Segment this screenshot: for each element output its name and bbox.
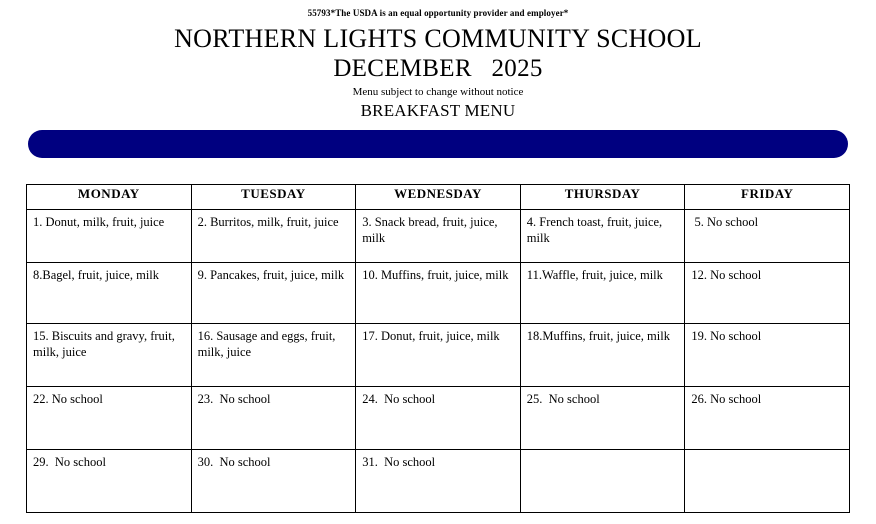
day-cell: 30. No school	[191, 450, 356, 513]
column-header-wednesday: WEDNESDAY	[356, 185, 521, 210]
day-cell: 22. No school	[27, 387, 192, 450]
day-cell-empty	[685, 450, 850, 513]
calendar-week-row	[27, 324, 850, 387]
day-cell: 2. Burritos, milk, fruit, juice	[191, 210, 356, 263]
school-name-title: NORTHERN LIGHTS COMMUNITY SCHOOL	[174, 24, 702, 53]
calendar-week-row	[27, 263, 850, 324]
day-cell: 31. No school	[356, 450, 521, 513]
column-header-monday: MONDAY	[27, 185, 192, 210]
decorative-banner-bar	[28, 130, 848, 158]
menu-change-notice: Menu subject to change without notice	[352, 86, 524, 98]
usda-statement: 55793*The USDA is an equal opportunity provider and employer*	[307, 8, 569, 18]
column-header-thursday: THURSDAY	[520, 185, 685, 210]
day-cell: 24. No school	[356, 387, 521, 450]
column-header-friday: FRIDAY	[685, 185, 850, 210]
month-year-title: DECEMBER 2025	[333, 55, 543, 82]
day-cell: 1. Donut, milk, fruit, juice	[27, 210, 192, 263]
day-cell: 16. Sausage and eggs, fruit, milk, juice	[191, 324, 356, 387]
calendar-container	[0, 158, 876, 513]
calendar-header-row	[27, 185, 850, 210]
day-cell: 4. French toast, fruit, juice, milk	[520, 210, 685, 263]
calendar-week-row	[27, 210, 850, 263]
day-cell: 17. Donut, fruit, juice, milk	[356, 324, 521, 387]
day-cell: 11.Waffle, fruit, juice, milk	[520, 263, 685, 324]
day-cell: 26. No school	[685, 387, 850, 450]
breakfast-menu-calendar	[26, 184, 850, 513]
day-cell: 8.Bagel, fruit, juice, milk	[27, 263, 192, 324]
day-cell: 9. Pancakes, fruit, juice, milk	[191, 263, 356, 324]
day-cell: 19. No school	[685, 324, 850, 387]
day-cell: 10. Muffins, fruit, juice, milk	[356, 263, 521, 324]
day-cell: 12. No school	[685, 263, 850, 324]
day-cell: 25. No school	[520, 387, 685, 450]
column-header-tuesday: TUESDAY	[191, 185, 356, 210]
meal-type-title: BREAKFAST MENU	[360, 101, 516, 120]
day-cell: 23. No school	[191, 387, 356, 450]
day-cell-empty	[520, 450, 685, 513]
calendar-week-row	[27, 387, 850, 450]
calendar-week-row	[27, 450, 850, 513]
day-cell: 3. Snack bread, fruit, juice, milk	[356, 210, 521, 263]
day-cell: 18.Muffins, fruit, juice, milk	[520, 324, 685, 387]
day-cell: 15. Biscuits and gravy, fruit, milk, juice	[27, 324, 192, 387]
day-cell: 29. No school	[27, 450, 192, 513]
day-cell: 5. No school	[685, 210, 850, 263]
banner-container	[0, 121, 876, 158]
